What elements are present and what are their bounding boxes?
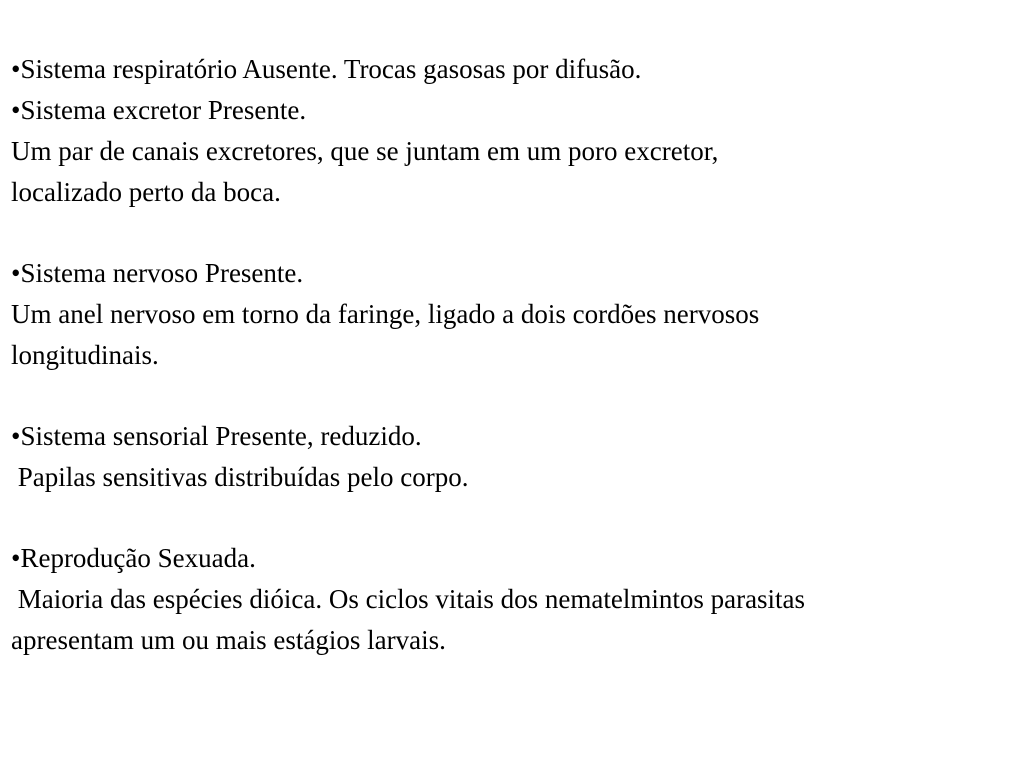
bullet-respiratory-system: •Sistema respiratório Ausente. Trocas gasosas por difusão. [11, 54, 642, 84]
reproduction-description-line-2: apresentam um ou mais estágios larvais. [11, 625, 446, 655]
spacer [11, 498, 1021, 538]
spacer [11, 376, 1021, 416]
bullet-reproduction: •Reprodução Sexuada. [11, 543, 256, 573]
slide-text-block [11, 49, 1021, 661]
nervous-description-line-2: longitudinais. [11, 340, 159, 370]
excretory-description-line-2: localizado perto da boca. [11, 177, 281, 207]
sensory-description: Papilas sensitivas distribuídas pelo corpo. [11, 462, 469, 492]
bullet-nervous-system: •Sistema nervoso Presente. [11, 258, 304, 288]
bullet-excretory-system: •Sistema excretor Presente. [11, 95, 307, 125]
reproduction-description-line-1: Maioria das espécies dióica. Os ciclos vitais dos nematelmintos parasitas [11, 584, 806, 614]
bullet-sensory-system: •Sistema sensorial Presente, reduzido. [11, 421, 422, 451]
spacer [11, 213, 1021, 253]
excretory-description-line-1: Um par de canais excretores, que se juntam em um poro excretor, [11, 136, 719, 166]
nervous-description-line-1: Um anel nervoso em torno da faringe, ligado a dois cordões nervosos [11, 299, 760, 329]
